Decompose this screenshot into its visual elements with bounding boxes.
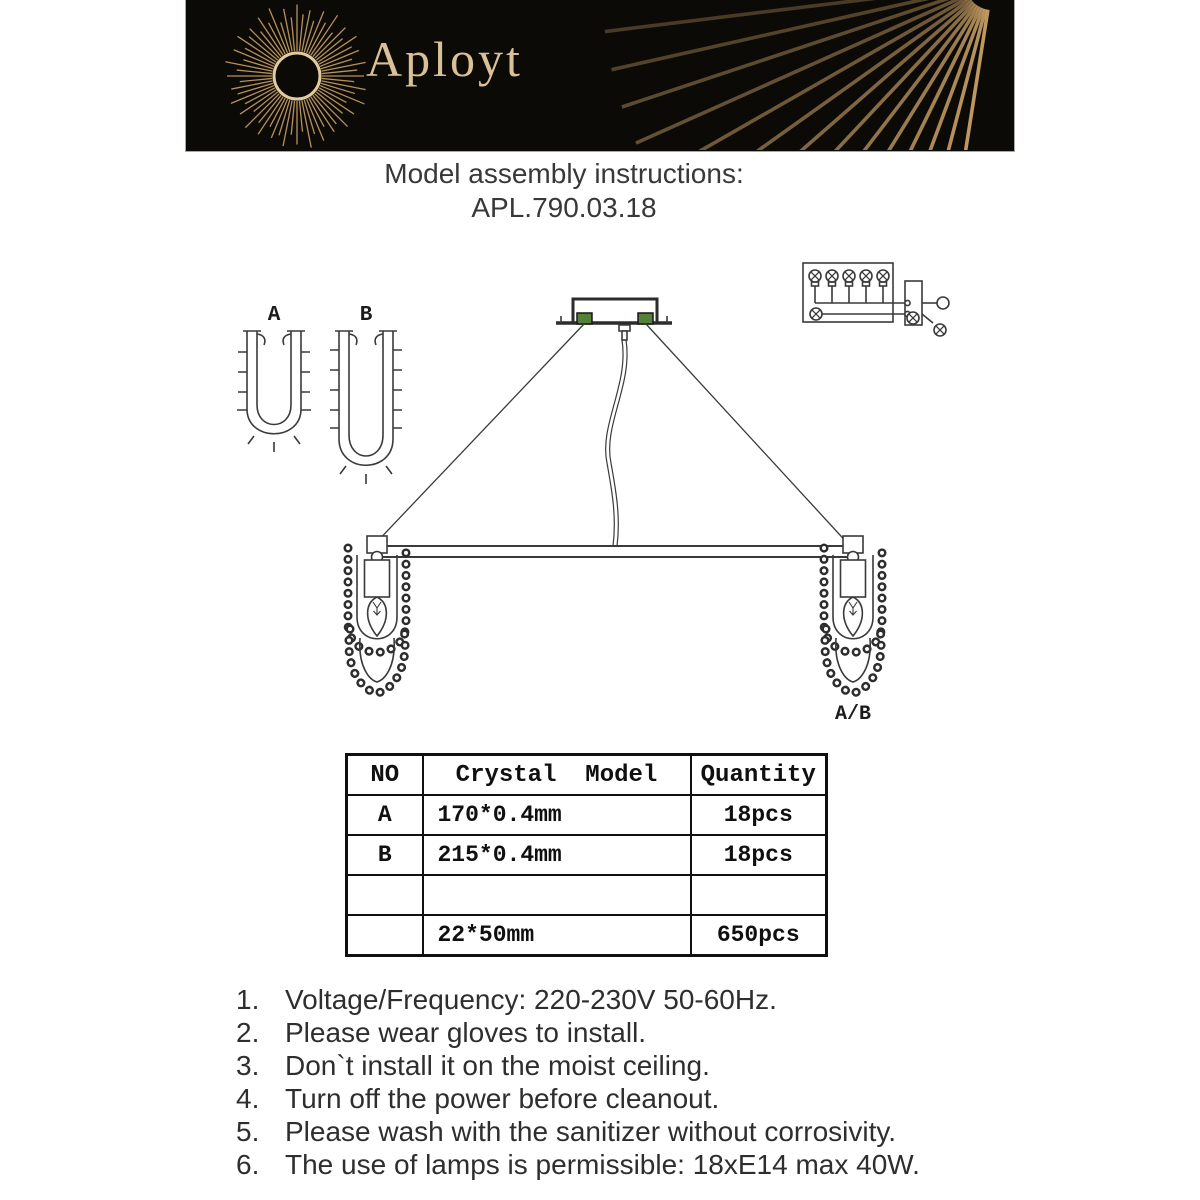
pendant-left xyxy=(348,536,406,693)
suspension-cable-left xyxy=(372,324,584,547)
crystal-a-drawing xyxy=(237,304,311,452)
item-text: Don`t install it on the moist ceiling. xyxy=(285,1050,710,1081)
col-header-no: NO xyxy=(347,755,423,796)
instruction-item-2 xyxy=(236,1016,920,1049)
crystal-b-drawing xyxy=(330,304,402,484)
cell-model: 22*50mm xyxy=(423,915,691,956)
brand-banner xyxy=(185,0,1015,152)
switch-knob-icon xyxy=(937,297,949,309)
brand-wordmark: Aployt xyxy=(366,31,523,87)
item-text: Please wear gloves to install. xyxy=(285,1017,647,1048)
cell-qty xyxy=(691,875,827,915)
corner-rays-icon xyxy=(605,0,988,150)
cell-model: 170*0.4mm xyxy=(423,795,691,835)
table-row-a xyxy=(347,795,827,835)
cell-no xyxy=(347,875,423,915)
parts-table xyxy=(345,753,828,957)
item-text: Voltage/Frequency: 220-230V 50-60Hz. xyxy=(285,984,777,1015)
crystal-a-label: A xyxy=(267,304,281,327)
crystal-b-label: B xyxy=(359,304,373,327)
col-header-quantity: Quantity xyxy=(691,755,827,796)
instructions-list xyxy=(236,983,920,1181)
canopy-clamp-left xyxy=(577,313,592,324)
instruction-item-5 xyxy=(236,1115,920,1148)
page-title: Model assembly instructions: xyxy=(384,158,744,189)
cell-no: A xyxy=(347,795,423,835)
assembly-diagram xyxy=(210,250,980,730)
instruction-item-1 xyxy=(236,983,920,1016)
power-cord xyxy=(606,340,627,546)
starburst-logo-icon xyxy=(225,5,365,148)
canopy-clamp-right xyxy=(638,313,653,324)
item-text: The use of lamps is permissible: 18xE14 max 40W. xyxy=(285,1149,920,1180)
table-header-row xyxy=(347,755,827,796)
item-number: 4. xyxy=(236,1083,260,1114)
pendant-right xyxy=(824,536,882,693)
item-number: 3. xyxy=(236,1050,260,1081)
instruction-item-6 xyxy=(236,1148,920,1181)
table-row-empty xyxy=(347,875,827,915)
item-number: 2. xyxy=(236,1017,260,1048)
wiring-schematic xyxy=(803,263,949,336)
table-row-beads xyxy=(347,915,827,956)
cell-qty: 18pcs xyxy=(691,795,827,835)
cell-model xyxy=(423,875,691,915)
cell-no xyxy=(347,915,423,956)
item-text: Please wash with the sanitizer without corrosivity. xyxy=(285,1116,897,1147)
pendant-ab-label: A/B xyxy=(834,703,872,726)
suspension-cable-right xyxy=(646,324,851,547)
title-block xyxy=(0,157,1128,225)
instruction-item-4 xyxy=(236,1082,920,1115)
item-number: 5. xyxy=(236,1116,260,1147)
item-number: 6. xyxy=(236,1149,260,1180)
frame-bar xyxy=(372,546,856,557)
col-header-model: Crystal Model xyxy=(423,755,691,796)
instruction-item-3 xyxy=(236,1049,920,1082)
banner-decoration xyxy=(186,0,1014,150)
cell-model: 215*0.4mm xyxy=(423,835,691,875)
item-text: Turn off the power before cleanout. xyxy=(285,1083,720,1114)
model-number: APL.790.03.18 xyxy=(471,192,657,223)
cell-no: B xyxy=(347,835,423,875)
table-row-b xyxy=(347,835,827,875)
item-number: 1. xyxy=(236,984,260,1015)
cell-qty: 18pcs xyxy=(691,835,827,875)
cell-qty: 650pcs xyxy=(691,915,827,956)
